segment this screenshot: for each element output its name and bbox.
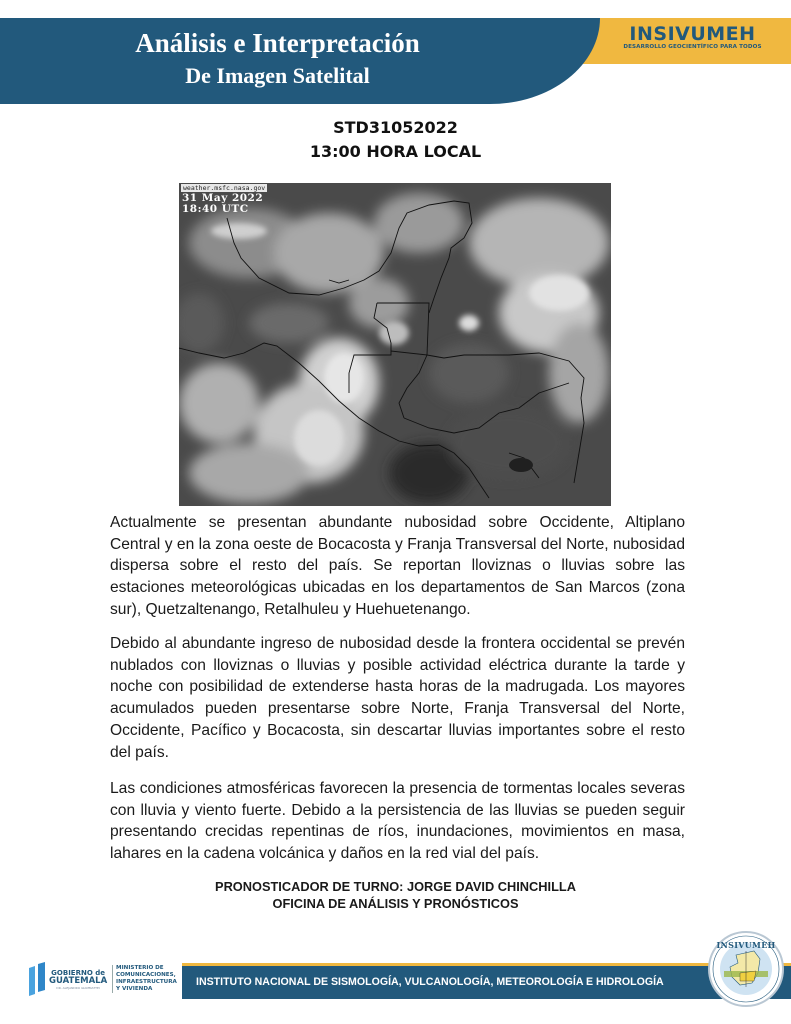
- signature-block: [0, 878, 791, 912]
- institute-name: INSTITUTO NACIONAL DE SISMOLOGÍA, VULCANOLOGÍA, METEOROLOGÍA E HIDROLOGÍA: [196, 976, 664, 988]
- satellite-image: [179, 183, 611, 506]
- image-timestamp: [182, 193, 263, 215]
- government-name: GOBIERNO de GUATEMALA DR. ALEJANDRO GIAMMATTEI: [49, 969, 108, 990]
- satellite-cloud-imagery: [179, 183, 611, 506]
- image-source: weather.msfc.nasa.gov: [183, 184, 266, 192]
- report-heading: [0, 116, 791, 164]
- warning-paragraph: Las condiciones atmosféricas favorecen la presencia de tormentas locales severas con lluvia y viento fuerte. Debido a la persistencia de las lluvias se pueden seguir presentando crecidas repentinas de ríos, inundaciones, movimientos en masa, lahares en la cadena volcánica y daños en la red vial del país.: [110, 780, 685, 863]
- image-date: 31 May 2022: [182, 192, 264, 204]
- report-local-time: 13:00 HORA LOCAL: [309, 142, 482, 161]
- brand-name: INSIVUMEH: [629, 23, 756, 45]
- seal-name: INSIVUMEH: [716, 940, 776, 950]
- lake-nicaragua: [509, 458, 533, 472]
- insivumeh-logo: [600, 24, 785, 50]
- forecaster-name: PRONOSTICADOR DE TURNO: JORGE DAVID CHINCHILLA: [215, 879, 576, 894]
- insivumeh-seal: [708, 931, 784, 1007]
- report-code: STD31052022: [333, 118, 458, 137]
- forecast-paragraph: Debido al abundante ingreso de nubosidad desde la frontera occidental se prevén nublados con lloviznas o lluvias y posible actividad eléctrica durante la tarde y noche con posibilidad de extenderse hasta horas de la madrugada. Los mayores acumulados pueden presentarse sobre Norte, Franja Transversal del Norte, Occidente, Pacífico y Bocacosta, sin descartar lluvias importantes sobre el resto del país.: [110, 635, 685, 761]
- ministry-name: MINISTERIO DE COMUNICACIONES, INFRAESTRUCTURA Y VIVIENDA: [116, 965, 177, 992]
- guatemala-government-logo: [27, 962, 177, 996]
- page-subtitle: De Imagen Satelital: [185, 63, 370, 88]
- image-time: 18:40 UTC: [182, 203, 249, 215]
- analysis-paragraph: Actualmente se presentan abundante nubosidad sobre Occidente, Altiplano Central y en la zona oeste de Bocacosta y Franja Transversal del Norte, nubosidad dispersa sobre el resto del país. Se reportan lloviznas o lluvias sobre las estaciones meteorológicas ubicadas en los departamentos de San Marcos (zona sur), Quetzaltenango, Retalhuleu y Huehuetenango.: [110, 514, 685, 618]
- logo-divider: [112, 965, 113, 993]
- institute-band: [182, 963, 791, 999]
- page-title: Análisis e Interpretación: [135, 28, 420, 58]
- header-banner: [0, 18, 791, 104]
- government-bars-icon: [27, 962, 47, 996]
- brand-tagline: DESARROLLO GEOCIENTÍFICO PARA TODOS: [623, 44, 762, 50]
- office-name: OFICINA DE ANÁLISIS Y PRONÓSTICOS: [272, 896, 519, 911]
